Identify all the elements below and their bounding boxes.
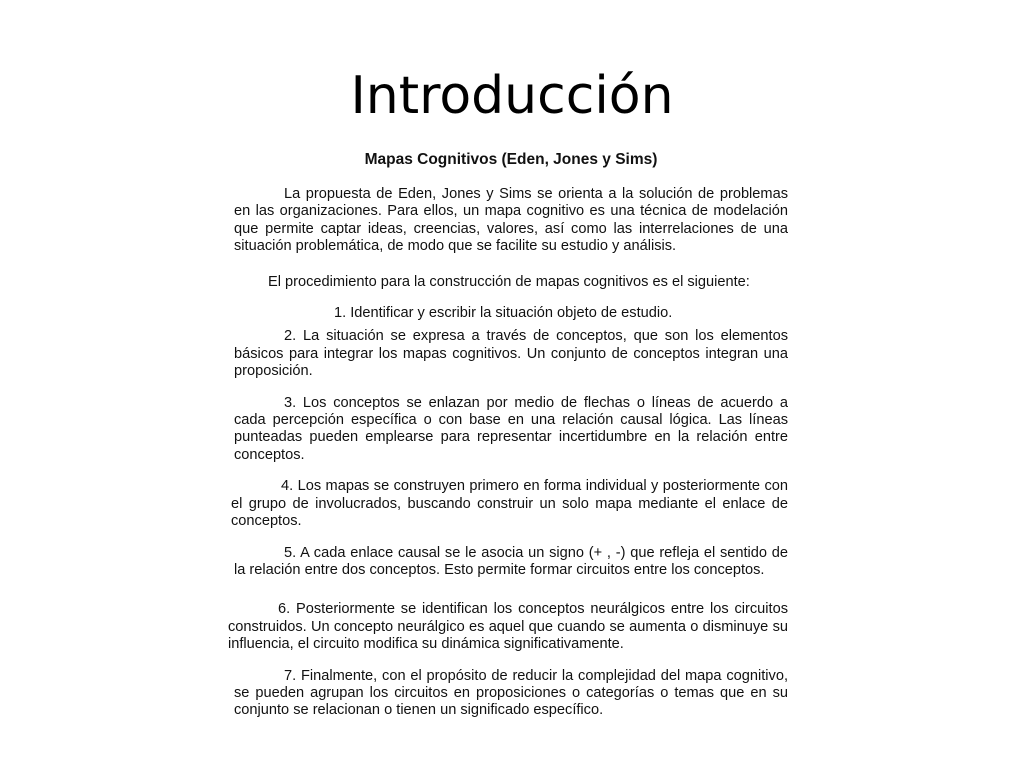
step-3: 3. Los conceptos se enlazan por medio de flechas o líneas de acuerdo a cada percepción específica o con base en una relación causal lógica. Las líneas punteadas pueden emplearse para representar incertidumbre en la relación entre conceptos.	[234, 394, 788, 463]
step-4: 4. Los mapas se construyen primero en forma individual y posteriormente con el grupo de involucrados, buscando construir un solo mapa mediante el enlace de conceptos.	[231, 478, 788, 530]
step-1: 1. Identificar y escribir la situación objeto de estudio.	[334, 305, 673, 322]
scanned-document	[228, 146, 788, 720]
step-6: 6. Posteriormente se identifican los conceptos neurálgicos entre los circuitos construidos. Un concepto neurálgico es aquel que cuando se aumenta o disminuye su influencia, el circuito modifica su dinámica significativamente.	[228, 601, 788, 653]
step-2: 2. La situación se expresa a través de conceptos, que son los elementos básicos para integrar los mapas cognitivos. Un conjunto de conceptos integran una proposición.	[234, 328, 788, 380]
step-5: 5. A cada enlace causal se le asocia un signo (+ , -) que refleja el sentido de la relación entre dos conceptos. Esto permite formar circuitos entre los conceptos.	[234, 544, 788, 578]
slide-title: Introducción	[350, 66, 674, 126]
intro-paragraph: La propuesta de Eden, Jones y Sims se orienta a la solución de problemas en las organizaciones. Para ellos, un mapa cognitivo es una técnica de modelación que permite captar ideas, creencias, valores, así como las interrelaciones de una situación problemática, de modo que se facilite su estudio y análisis.	[234, 186, 788, 255]
procedure-intro: El procedimiento para la construcción de mapas cognitivos es el siguiente:	[268, 273, 750, 290]
document-heading: Mapas Cognitivos (Eden, Jones y Sims)	[364, 151, 658, 168]
step-7: 7. Finalmente, con el propósito de reducir la complejidad del mapa cognitivo, se pueden agrupan los circuitos en proposiciones o categorías o temas que en su conjunto se relacionan o tienen un significado específico.	[234, 667, 788, 719]
